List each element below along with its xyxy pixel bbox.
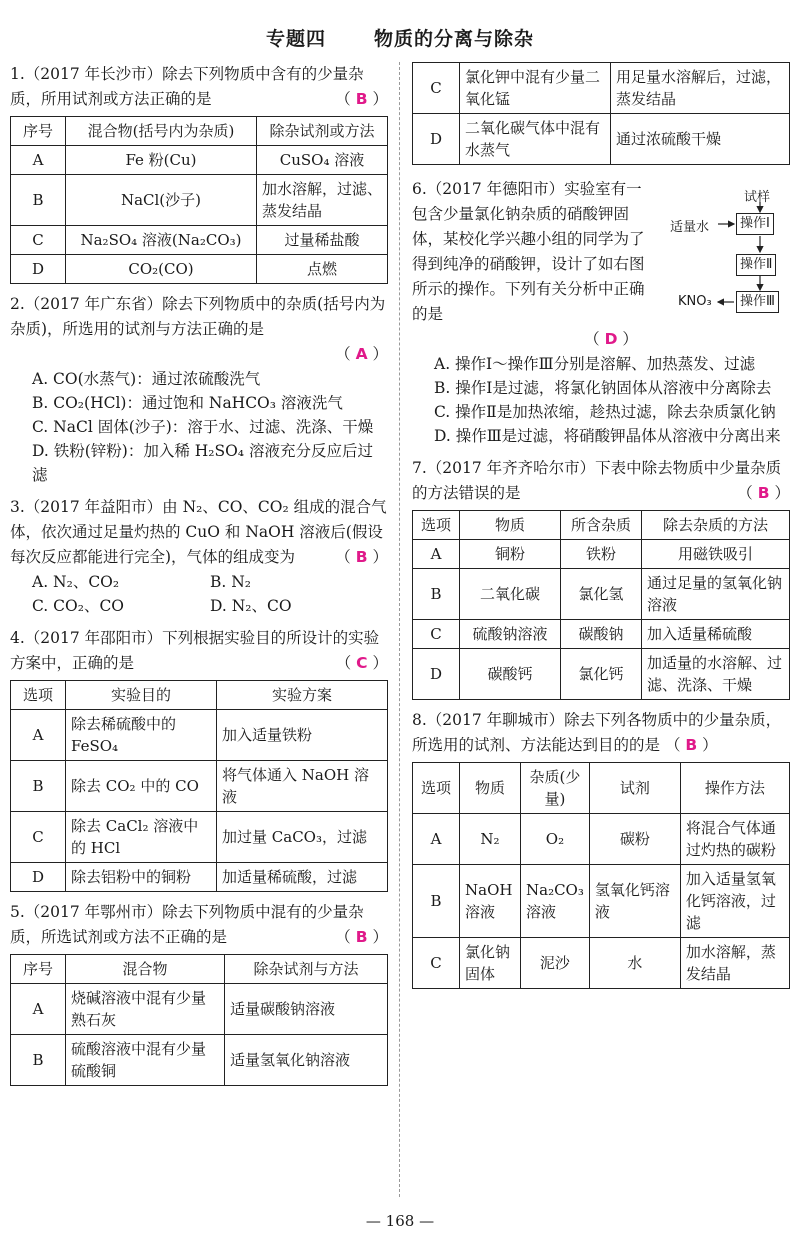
table-row [413,649,790,700]
q7-stem: 7.（2017 年齐齐哈尔市）下表中除去物质中少量杂质的方法错误的是 [412,459,782,502]
table-header: 选项 [413,763,460,814]
cell: 将混合气体通过灼热的碳粉 [680,814,789,865]
flow-water-label: 适量水 [670,220,710,235]
flow-sample-label: 试样 [744,190,771,205]
q7-table [412,510,790,700]
cell: 二氧化碳气体中混有水蒸气 [460,114,611,165]
cell: 加适量稀硫酸，过滤 [217,863,388,892]
q5-table-part1 [10,954,388,1086]
left-column [10,62,388,1094]
q6-option-b: B. 操作Ⅰ是过滤，将氯化钠固体从溶液中分离除去 [434,379,772,397]
table-row [11,863,388,892]
cell: D [413,649,460,700]
cell: 加适量的水溶解、过滤、洗涤、干燥 [642,649,790,700]
cell: 加入适量铁粉 [217,710,388,761]
cell: O₂ [521,814,590,865]
flow-op1-box: 操作Ⅰ [736,213,774,235]
cell: 铜粉 [460,540,561,569]
cell: 除去 CaCl₂ 溶液中的 HCl [66,812,217,863]
cell: C [413,63,460,114]
table-header: 除杂试剂与方法 [225,955,388,984]
cell: 加水溶解，过滤、蒸发结晶 [257,175,388,226]
cell: D [413,114,460,165]
cell: Fe 粉(Cu) [66,146,257,175]
flow-product-label: KNO₃ [678,294,712,309]
q3-option-b: B. N₂ [210,573,252,591]
q5-answer: B [355,928,368,946]
title-topic: 专题四 [265,28,326,50]
table-row [11,812,388,863]
cell: 点燃 [257,255,388,284]
table-row [11,175,388,226]
table-row [413,865,790,938]
table-row [11,984,388,1035]
q1-answer: B [355,90,368,108]
question-4: 4.（2017 年邵阳市）下列根据实验目的所设计的实验方案中，正确的是 （ C ） 选项 实验目的 实验方案 A 除去稀硫酸中的 FeSO₄ 加入适量铁粉 B 除去 CO₂ 中的 CO 将气体通入 NaOH 溶液 C 除去 CaCl₂ 溶液中的 HCl 加过量 CaCO₃，过滤 D 除去铝粉中的铜粉 加适量稀硫酸，过滤 [10,626,388,892]
table-header: 混合物 [66,955,225,984]
cell: 适量氢氧化钠溶液 [225,1035,388,1086]
q5-table-part2 [412,62,790,165]
cell: 氯化钙 [561,649,642,700]
cell: CO₂(CO) [66,255,257,284]
cell: CuSO₄ 溶液 [257,146,388,175]
q8-stem: 8.（2017 年聊城市）除去下列各物质中的少量杂质，所选用的试剂、方法能达到目的的是 [412,711,782,754]
cell: 通过浓硫酸干燥 [611,114,790,165]
cell: 碳酸钠 [561,620,642,649]
cell: N₂ [460,814,521,865]
q2-option-c: C. NaCl 固体(沙子)：溶于水、过滤、洗涤、干燥 [32,418,374,436]
cell: 过量稀盐酸 [257,226,388,255]
cell: A [413,814,460,865]
cell: 除去 CO₂ 中的 CO [66,761,217,812]
cell: D [11,255,66,284]
cell: NaOH 溶液 [460,865,521,938]
cell: C [413,938,460,989]
cell: 硫酸溶液中混有少量硫酸铜 [66,1035,225,1086]
table-row [413,540,790,569]
cell: 加过量 CaCO₃，过滤 [217,812,388,863]
table-row [11,710,388,761]
q8-answer: B [685,736,698,754]
cell: 二氧化碳 [460,569,561,620]
q3-answer: B [355,548,368,566]
cell: 氯化氢 [561,569,642,620]
column-divider [399,62,400,1197]
q3-option-a: A. N₂、CO₂ [32,573,120,591]
table-header: 杂质(少量) [521,763,590,814]
table-row [413,569,790,620]
flow-op3-box: 操作Ⅲ [736,291,779,313]
table-header: 除杂试剂或方法 [257,117,388,146]
table-header: 试剂 [589,763,680,814]
q8-table [412,762,790,989]
q2-option-a: A. CO(水蒸气)：通过浓硫酸洗气 [32,370,261,388]
q6-flow-diagram [668,186,796,326]
cell: D [11,863,66,892]
cell: B [11,175,66,226]
question-6: 6.（2017 年德阳市）实验室有一包含少量氯化钠杂质的硝酸钾固体，某校化学兴趣小组的同学为了得到纯净的硝酸钾，设计了如右图所示的操作。下列有关分析中正确的是 （ D ） A. 操作Ⅰ～操作Ⅲ分别是溶解、加热蒸发、过滤 B. 操作Ⅰ是过滤，将氯化钠固体从溶液中分离除去 C. 操作Ⅱ是加热浓缩，趁热过滤，除去杂质氯化钠 D. 操作Ⅲ是过滤，将硝酸钾晶体从溶液中分离出来 [412,177,790,448]
table-header: 物质 [460,763,521,814]
table-row [11,146,388,175]
question-1: 1.（2017 年长沙市）除去下列物质中含有的少量杂质，所用试剂或方法正确的是 （ B ） 序号 混合物(括号内为杂质) 除杂试剂或方法 A Fe 粉(Cu) CuSO₄ 溶液 B NaCl(沙子) 加水溶解，过滤、蒸发结晶 C Na₂SO₄ 溶液(Na₂CO₃) 过量稀盐酸 D CO₂(CO) 点燃 [10,62,388,284]
q3-option-c: C. CO₂、CO [32,597,125,615]
q4-answer: C [356,654,368,672]
question-7: 7.（2017 年齐齐哈尔市）下表中除去物质中少量杂质的方法错误的是 （ B ） 选项 物质 所含杂质 除去杂质的方法 A 铜粉 铁粉 用磁铁吸引 B 二氧化碳 氯化氢 通过足量的氢氧化钠溶液 C 硫酸钠溶液 碳酸钠 加入适量稀硫酸 D 碳酸钙 氯化钙 加适量的水溶解、过滤、洗涤、干燥 [412,456,790,700]
table-header: 选项 [413,511,460,540]
question-2: 2.（2017 年广东省）除去下列物质中的杂质(括号内为杂质)，所选用的试剂与方法正确的是 （ A ） A. CO(水蒸气)：通过浓硫酸洗气 B. CO₂(HCl)：通过饱和 NaHCO₃ 溶液洗气 C. NaCl 固体(沙子)：溶于水、过滤、洗涤、干燥 D. 铁粉(锌粉)：加入稀 H₂SO₄ 溶液充分反应后过滤 [10,292,388,487]
cell: 烧碱溶液中混有少量熟石灰 [66,984,225,1035]
table-row [11,761,388,812]
table-row [11,226,388,255]
cell: 通过足量的氢氧化钠溶液 [642,569,790,620]
table-row [413,620,790,649]
q6-stem: 6.（2017 年德阳市）实验室有一包含少量氯化钠杂质的硝酸钾固体，某校化学兴趣小组的同学为了得到纯净的硝酸钾，设计了如右图所示的操作。下列有关分析中正确的是 [412,180,645,323]
cell: C [11,812,66,863]
q6-answer: D [604,330,618,348]
cell: 加入适量稀硫酸 [642,620,790,649]
table-header: 实验目的 [66,681,217,710]
title-subject: 物质的分离与除杂 [374,28,535,50]
table-row [11,255,388,284]
table-row [413,114,790,165]
cell: NaCl(沙子) [66,175,257,226]
table-row [413,814,790,865]
question-3: 3.（2017 年益阳市）由 N₂、CO、CO₂ 组成的混合气体，依次通过足量灼热的 CuO 和 NaOH 溶液后(假设每次反应都能进行完全)，气体的组成变为 （ B ） A. N₂、CO₂ B. N₂ C. CO₂、CO D. N₂、CO [10,495,388,618]
cell: Na₂SO₄ 溶液(Na₂CO₃) [66,226,257,255]
cell: 铁粉 [561,540,642,569]
cell: A [11,146,66,175]
cell: 水 [589,938,680,989]
cell: B [413,569,460,620]
q2-option-d: D. 铁粉(锌粉)：加入稀 H₂SO₄ 溶液充分反应后过滤 [32,442,373,484]
table-header: 混合物(括号内为杂质) [66,117,257,146]
page-title [0,24,800,51]
cell: B [413,865,460,938]
q4-stem: 4.（2017 年邵阳市）下列根据实验目的所设计的实验方案中，正确的是 [10,629,380,672]
cell: B [11,1035,66,1086]
question-5: 5.（2017 年鄂州市）除去下列物质中混有的少量杂质，所选试剂或方法不正确的是 （ B ） 序号 混合物 除杂试剂与方法 A 烧碱溶液中混有少量熟石灰 适量碳酸钠溶液 B 硫酸溶液中混有少量硫酸铜 适量氢氧化钠溶液 [10,900,388,1086]
table-header: 实验方案 [217,681,388,710]
table-header: 除去杂质的方法 [642,511,790,540]
table-header: 选项 [11,681,66,710]
cell: 碳酸钙 [460,649,561,700]
cell: 加水溶解，蒸发结晶 [680,938,789,989]
cell: 加入适量氢氧化钙溶液，过滤 [680,865,789,938]
q2-option-b: B. CO₂(HCl)：通过饱和 NaHCO₃ 溶液洗气 [32,394,343,412]
q3-option-d: D. N₂、CO [210,597,292,615]
cell: 氯化钠固体 [460,938,521,989]
cell: B [11,761,66,812]
page-number: — 168 — [365,1212,435,1230]
cell: A [11,984,66,1035]
cell: 氢氧化钙溶液 [589,865,680,938]
cell: Na₂CO₃ 溶液 [521,865,590,938]
q5-stem: 5.（2017 年鄂州市）除去下列物质中混有的少量杂质，所选试剂或方法不正确的是 [10,903,364,946]
q1-table [10,116,388,284]
q4-table [10,680,388,892]
table-header: 物质 [460,511,561,540]
q1-stem: 1.（2017 年长沙市）除去下列物质中含有的少量杂质，所用试剂或方法正确的是 [10,65,364,108]
flow-op2-box: 操作Ⅱ [736,254,776,276]
cell: 硫酸钠溶液 [460,620,561,649]
cell: C [11,226,66,255]
q2-stem: 2.（2017 年广东省）除去下列物质中的杂质(括号内为杂质)，所选用的试剂与方法正确的是 [10,295,386,338]
table-header: 所含杂质 [561,511,642,540]
cell: 除去铝粉中的铜粉 [66,863,217,892]
cell: 适量碳酸钠溶液 [225,984,388,1035]
cell: 用足量水溶解后，过滤，蒸发结晶 [611,63,790,114]
cell: C [413,620,460,649]
q2-answer: A [355,345,368,363]
q6-option-a: A. 操作Ⅰ～操作Ⅲ分别是溶解、加热蒸发、过滤 [434,355,756,373]
question-8: 8.（2017 年聊城市）除去下列各物质中的少量杂质，所选用的试剂、方法能达到目的的是 （ B ） 选项 物质 杂质(少量) 试剂 操作方法 A N₂ O₂ 碳粉 将混合气体通过灼热的碳粉 B NaOH 溶液 Na₂CO₃ 溶液 氢氧化钙溶液 加入适量氢氧化钙溶液，过滤 C 氯化钠固体 泥沙 水 加水溶解，蒸发结晶 [412,708,790,989]
q6-option-c: C. 操作Ⅱ是加热浓缩，趁热过滤，除去杂质氯化钠 [434,403,776,421]
cell: 泥沙 [521,938,590,989]
table-header: 序号 [11,955,66,984]
cell: A [413,540,460,569]
table-header: 操作方法 [680,763,789,814]
cell: 碳粉 [589,814,680,865]
cell: 将气体通入 NaOH 溶液 [217,761,388,812]
cell: A [11,710,66,761]
table-row [413,63,790,114]
q7-answer: B [757,484,770,502]
table-row [11,1035,388,1086]
table-header: 序号 [11,117,66,146]
q6-option-d: D. 操作Ⅲ是过滤，将硝酸钾晶体从溶液中分离出来 [434,427,781,445]
table-row [413,938,790,989]
cell: 用磁铁吸引 [642,540,790,569]
q3-stem: 3.（2017 年益阳市）由 N₂、CO、CO₂ 组成的混合气体，依次通过足量灼热的 CuO 和 NaOH 溶液后(假设每次反应都能进行完全)，气体的组成变为 [10,498,387,566]
cell: 氯化钾中混有少量二氧化锰 [460,63,611,114]
cell: 除去稀硫酸中的 FeSO₄ [66,710,217,761]
